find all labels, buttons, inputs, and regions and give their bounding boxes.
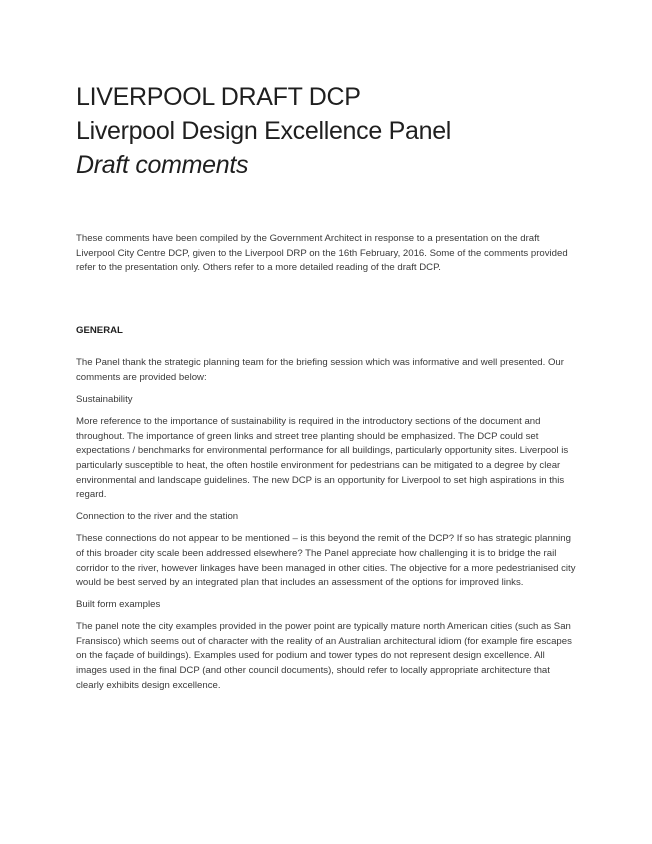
subheading-built-form: Built form examples bbox=[76, 598, 161, 610]
paragraph-river-station: These connections do not appear to be mentioned – is this beyond the remit of the DCP? If so has strategic planning of this broader city scale been addressed elsewhere? The Panel appreciate how challenging it is to bridge the rail corridor to the river, however linkages have been managed in other cities. The objective for a more pedestrianised city would be best served by an integrated plan that includes an assessment of the options for improved links. bbox=[76, 533, 576, 589]
subheading-sustainability: Sustainability bbox=[76, 393, 133, 405]
intro-paragraph: These comments have been compiled by the Government Architect in response to a presentation on the draft Liverpool City Centre DCP, given to the Liverpool DRP on the 16th February, 2016. Some of the comments provided refer to the presentation only. Others refer to a more detailed reading of the draft DCP. bbox=[76, 233, 568, 274]
paragraph-built-form: The panel note the city examples provided in the power point are typically mature north American cities (such as San Fransisco) which seems out of character with the reality of an Australian architectural idiom (for example fire escapes on the façade of buildings). Examples used for podium and tower types do not represent design excellence. All images used in the final DCP (and other council documents), should refer to locally appropriate architecture that clearly exhibits design excellence. bbox=[76, 621, 572, 691]
document-subtitle: Liverpool Design Excellence Panel bbox=[76, 117, 452, 145]
general-lead-paragraph: The Panel thank the strategic planning team for the briefing session which was informative and well presented. Our comments are provided below: bbox=[76, 357, 564, 383]
document-status: Draft comments bbox=[76, 151, 249, 179]
subheading-river-station: Connection to the river and the station bbox=[76, 510, 239, 522]
title-block bbox=[76, 80, 576, 182]
document-body bbox=[76, 232, 576, 700]
section-heading-general: GENERAL bbox=[76, 324, 123, 336]
document-title: LIVERPOOL DRAFT DCP bbox=[76, 83, 361, 111]
paragraph-sustainability: More reference to the importance of sustainability is required in the introductory sections of the document and throughout. The importance of green links and street tree planting should be emphasized. The DCP could set expectations / benchmarks for environmental performance for all buildings, particularly opportunity sites. Liverpool is particularly susceptible to heat, the often hostile environment for pedestrians can be mitigated to a degree by clear environmental and landscape guidelines. The new DCP is an opportunity for Liverpool to set high aspirations in this regard. bbox=[76, 416, 569, 501]
